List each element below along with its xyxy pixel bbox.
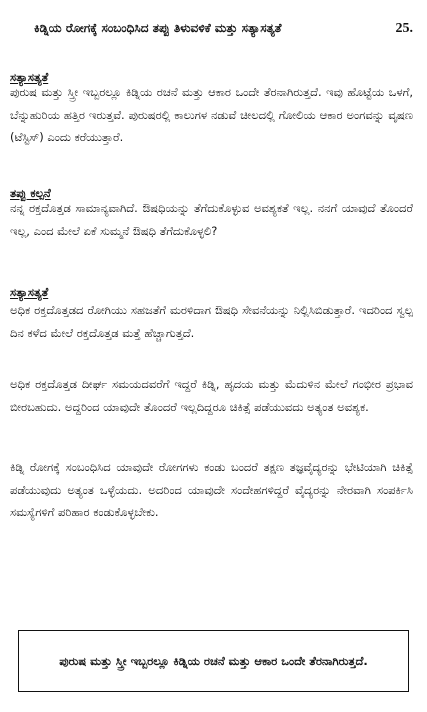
callout-text: ಪುರುಷ ಮತ್ತು ಸ್ತ್ರೀ ಇಬ್ಬರಲ್ಲೂ ಕಿಡ್ನಿಯ ರಚನೆ ಮತ್ತು ಆಕಾರ ಒಂದೇ ತೆರನಾಗಿರುತ್ತದೆ.: [59, 654, 368, 668]
paragraph-bp-long-term: ಅಧಿಕ ರಕ್ತದೊತ್ತಡ ದೀರ್ಘ ಸಮಯದವರೆಗೆ ಇದ್ದರೆ ಕಿಡ್ನಿ, ಹೃದಯ ಮತ್ತು ಮೆದುಳಿನ ಮೇಲೆ ಗಂಭೀರ ಪ್ರಭಾವ ಬೀರಬಹುದು. ಅದ್ದರಿಂದ ಯಾವುದೇ ತೊಂದರೆ ಇಲ್ಲದಿದ್ದರೂ ಚಿಕಿತ್ಸೆ ಪಡೆಯುವದು ಅತ್ಯಂತ ಅವಶ್ಯಕ.: [10, 377, 413, 414]
running-title: ಕಿಡ್ನಿಯ ರೋಗಕ್ಕೆ ಸಂಬಂಧಿಸಿದ ತಪ್ಪು ತಿಳುವಳಿಕೆ ಮತ್ತು ಸತ್ಯಾಸತ್ಯತೆ: [34, 21, 282, 35]
paragraph-misconception: ನನ್ನ ರಕ್ತದೊತ್ತಡ ಸಾಮಾನ್ಯವಾಗಿದೆ. ಔಷಧಿಯನ್ನು ತೆಗೆದುಕೊಳ್ಳುವ ಅವಶ್ಯಕತೆ ಇಲ್ಲ. ನನಗೆ ಯಾವುದೆ ತೊಂದರೆ ಇಲ್ಲ, ಎಂದ ಮೇಲೆ ಏಕೆ ಸುಮ್ಮನೆ ಔಷಧಿ ತೆಗೆದುಕೊಳ್ಳಲಿ?: [10, 201, 413, 238]
section-heading-truth-1: ಸತ್ಯಾಸತ್ಯತೆ: [10, 70, 49, 84]
page-header: [34, 21, 413, 39]
section-heading-truth-2: ಸತ್ಯಾಸತ್ಯತೆ: [10, 285, 49, 299]
paragraph-kidney-structure: ಪುರುಷ ಮತ್ತು ಸ್ತ್ರೀ ಇಬ್ಬರಲ್ಲೂ ಕಿಡ್ನಿಯ ರಚನೆ ಮತ್ತು ಆಕಾರ ಒಂದೇ ತೆರನಾಗಿರುತ್ತದೆ. ಇವು ಹೊಟ್ಟೆಯ ಒಳಗೆ, ಬೆನ್ನುಹುರಿಯ ಹತ್ತಿರ ಇರುತ್ತವೆ. ಪುರುಷರಲ್ಲಿ ಕಾಲುಗಳ ನಡುವೆ ಚೀಲದಲ್ಲಿ ಗೋಲಿಯ ಆಕಾರ ಅಂಗವನ್ನು ವೃಷಣ (ಟೆಸ್ಟಿಸ್) ಎಂದು ಕರೆಯುತ್ತಾರೆ.: [10, 85, 413, 144]
page-number: 25.: [395, 21, 413, 36]
callout-box: [18, 630, 409, 692]
section-heading-misconception: ತಪ್ಪು ಕಲ್ಪನೆ: [10, 186, 51, 200]
paragraph-bp-stop-medicine: ಅಧಿಕ ರಕ್ತದೊತ್ತಡದ ರೋಗಿಯು ಸಹಜತೆಗೆ ಮರಳಿದಾಗ ಔಷಧಿ ಸೇವನೆಯನ್ನು ನಿಲ್ಲಿಸಿಬಿಡುತ್ತಾರೆ. ಇದರಿಂದ ಸ್ವಲ್ಪ ದಿನ ಕಳೆದ ಮೇಲೆ ರಕ್ತದೊತ್ತಡ ಮತ್ತೆ ಹೆಚ್ಚಾಗುತ್ತದೆ.: [10, 303, 413, 340]
paragraph-consult-doctor: ಕಿಡ್ನಿ ರೋಗಕ್ಕೆ ಸಂಬಂಧಿಸಿದ ಯಾವುದೇ ರೋಗಗಳು ಕಂಡು ಬಂದರೆ ತಕ್ಷಣ ತಜ್ಞವೈದ್ಯರನ್ನು ಭೇಟಿಯಾಗಿ ಚಿಕಿತ್ಸೆ ಪಡೆಯುವುದು ಅತ್ಯಂತ ಒಳ್ಳೆಯದು. ಅದರಿಂದ ಯಾವುದೇ ಸಂದೇಹಗಳಿದ್ದರೆ ವೈದ್ಯರನ್ನು ನೇರವಾಗಿ ಸಂಪರ್ಕಿಸಿ ಸಮಸ್ಯೆಗಳಿಗೆ ಪರಿಹಾರ ಕಂಡುಕೊಳ್ಳಬೇಕು.: [10, 460, 413, 519]
